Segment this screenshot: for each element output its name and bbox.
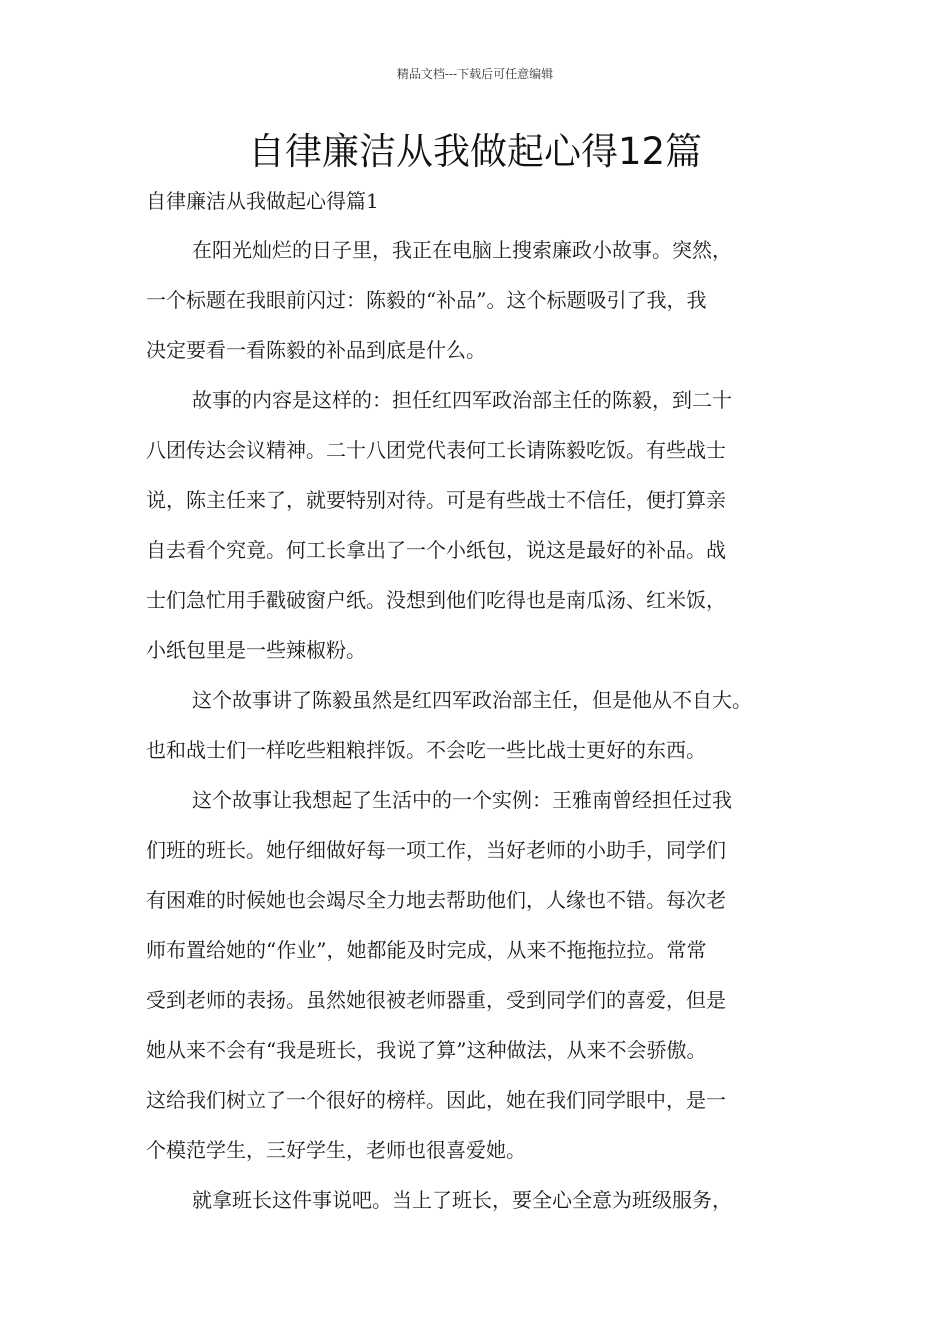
body-line: 们班的班长。她仔细做好每一项工作，当好老师的小助手，同学们 bbox=[146, 838, 726, 862]
body-line: 故事的内容是这样的：担任红四军政治部主任的陈毅，到二十 bbox=[192, 388, 732, 412]
body-line: 有困难的时候她也会竭尽全力地去帮助他们，人缘也不错。每次老 bbox=[146, 888, 726, 912]
body-line: 一个标题在我眼前闪过：陈毅的“补品”。这个标题吸引了我，我 bbox=[146, 288, 707, 312]
document-title: 自律廉洁从我做起心得12篇 bbox=[247, 130, 703, 173]
body-line: 师布置给她的“作业”，她都能及时完成，从来不拖拖拉拉。常常 bbox=[146, 938, 707, 962]
body-line: 她从来不会有“我是班长，我说了算”这种做法，从来不会骄傲。 bbox=[146, 1038, 707, 1062]
body-line: 就拿班长这件事说吧。当上了班长，要全心全意为班级服务， bbox=[192, 1188, 732, 1212]
body-line: 这给我们树立了一个很好的榜样。因此，她在我们同学眼中，是一 bbox=[146, 1088, 726, 1112]
body-line: 也和战士们一样吃些粗粮拌饭。不会吃一些比战士更好的东西。 bbox=[146, 738, 706, 762]
body-line: 小纸包里是一些辣椒粉。 bbox=[146, 638, 366, 662]
body-line: 这个故事讲了陈毅虽然是红四军政治部主任，但是他从不自大。 bbox=[192, 688, 752, 712]
section-heading: 自律廉洁从我做起心得篇1 bbox=[146, 189, 379, 213]
body-line: 自去看个究竟。何工长拿出了一个小纸包，说这是最好的补品。战 bbox=[146, 538, 726, 562]
body-line: 说，陈主任来了，就要特别对待。可是有些战士不信任，便打算亲 bbox=[146, 488, 726, 512]
body-line: 个模范学生，三好学生，老师也很喜爱她。 bbox=[146, 1138, 526, 1162]
body-line: 决定要看一看陈毅的补品到底是什么。 bbox=[146, 338, 486, 362]
body-line: 八团传达会议精神。二十八团党代表何工长请陈毅吃饭。有些战士 bbox=[146, 438, 726, 462]
header-note: 精品文档---下载后可任意编辑 bbox=[396, 67, 554, 81]
document-body bbox=[146, 225, 826, 1225]
body-line: 士们急忙用手戳破窗户纸。没想到他们吃得也是南瓜汤、红米饭， bbox=[146, 588, 726, 612]
body-line: 在阳光灿烂的日子里，我正在电脑上搜索廉政小故事。突然， bbox=[192, 238, 732, 262]
body-line: 受到老师的表扬。虽然她很被老师器重，受到同学们的喜爱，但是 bbox=[146, 988, 726, 1012]
body-line: 这个故事让我想起了生活中的一个实例：王雅南曾经担任过我 bbox=[192, 788, 732, 812]
